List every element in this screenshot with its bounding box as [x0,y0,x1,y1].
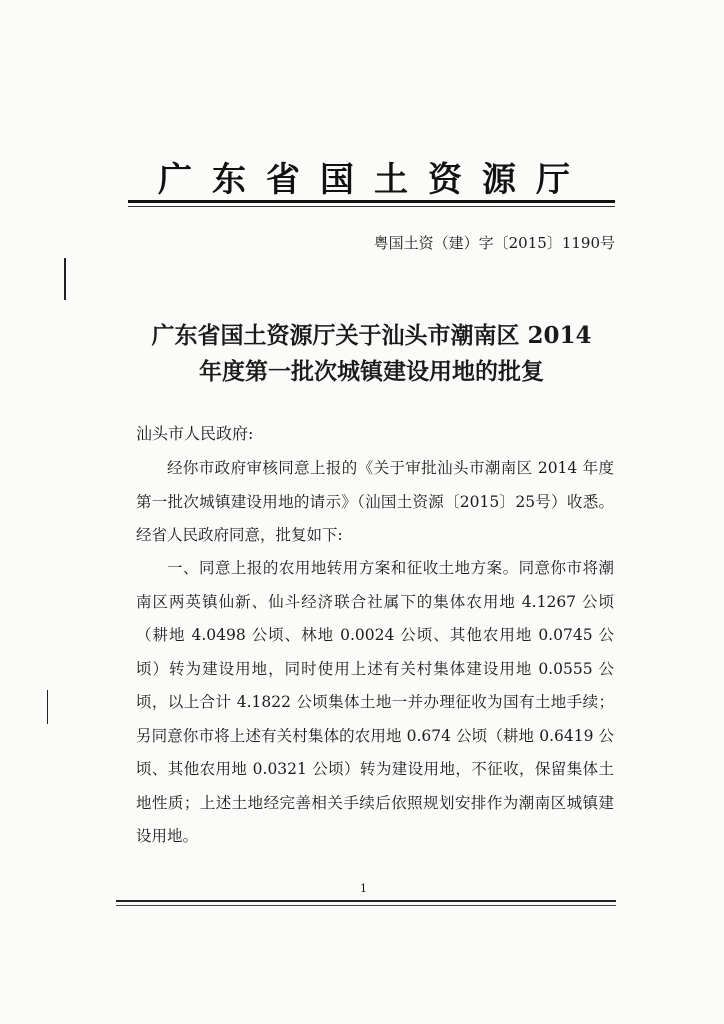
footer-rule-thin [116,905,616,906]
header-rule-thin [128,206,615,207]
document-title [128,318,615,390]
paragraph-item-1: 一、同意上报的农用地转用方案和征收土地方案。同意你市将潮南区两英镇仙新、仙斗经济联合社属下的集体农用地 4.1267 公顷（耕地 4.0498 公顷、林地 0.0024 公顷、其他农用地 0.0745 公顷）转为建设用地，同时使用上述有关村集体建设用地 0.0555 公顷，以上合计 4.1822 公顷集体土地一并办理征收为国有土地手续；另同意你市将上述有关村集体的农用地 0.674 公顷（耕地 0.6419 公顷、其他农用地 0.0321 公顷）转为建设用地，不征收，保留集体土地性质；上述土地经完善相关手续后依照规划安排作为潮南区城镇建设用地。 [136,559,614,845]
issuer-header: 广东省国土资源厅 [158,160,590,200]
footer-rule-thick [116,900,616,902]
document-title-line2: 年度第一批次城镇建设用地的批复 [199,358,544,385]
header-rule-thick [128,200,615,203]
margin-mark-right [47,690,48,724]
margin-mark-left [64,258,66,300]
page-number: 1 [360,882,367,895]
paragraph-intro: 经你市政府审核同意上报的《关于审批汕头市潮南区 2014 年度第一批次城镇建设用地的请示》（汕国土资源〔2015〕25号）收悉。经省人民政府同意，批复如下: [136,459,614,544]
document-title-line1: 广东省国土资源厅关于汕头市潮南区 2014 [151,322,592,349]
document-number: 粤国土资（建）字〔2015〕1190号 [373,234,615,252]
salutation: 汕头市人民政府: [136,424,254,443]
